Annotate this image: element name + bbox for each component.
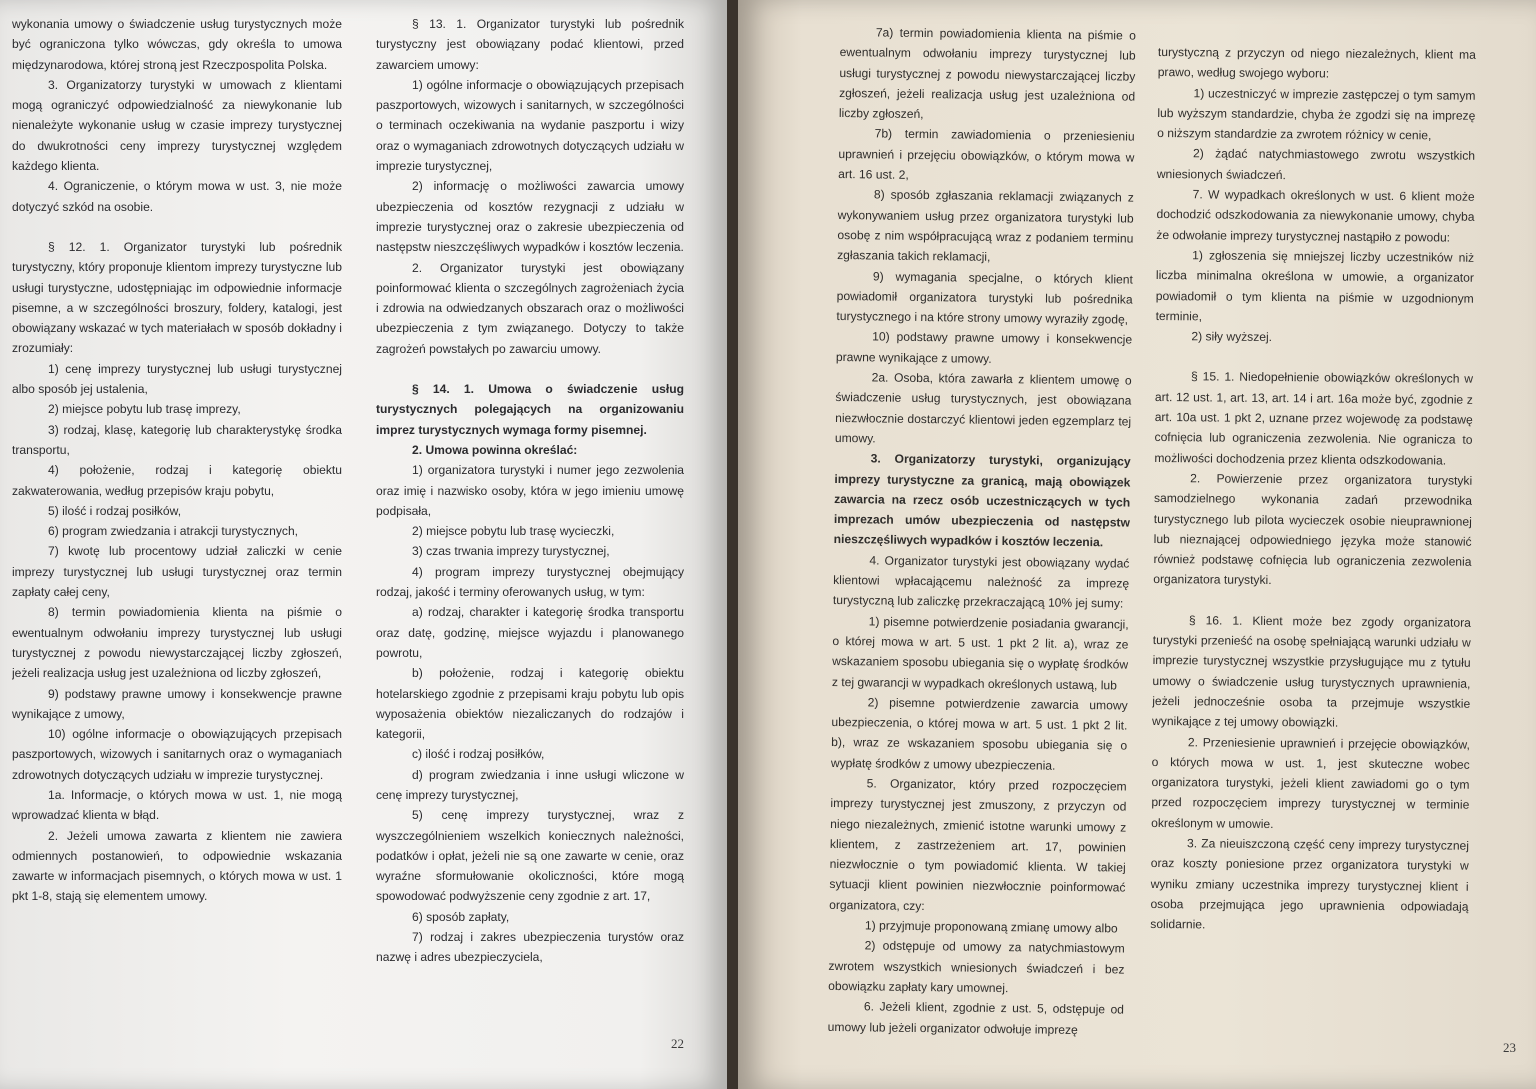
paragraph: 5. Organizator, który przed rozpoczęciem imprezy turystycznej jest zmuszony, z przyczyn od niego niezależnych, zmienić istotne warunki umowy z klientem, z zastrzeżeniem art. 17, powinien niezwłocznie o tym powiadomić klienta. W takiej sytuacji klient powinien niezwłocznie poinformować organizatora, czy: <box>829 776 1127 913</box>
list-item: 4) położenie, rodzaj i kategorię obiektu zakwaterowania, według przepisów kraju pobytu, <box>12 463 342 498</box>
list-item: 5) cenę imprezy turystycznej, wraz z wyszczególnieniem wszelkich koniecznych należności, podatków i opłat, jeżeli nie są one zawarte w cenie, oraz wyraźne sformułowanie okoliczności, które mogą spowodować podwyższenie ceny zgodnie z art. 17, <box>376 808 684 904</box>
list-item: 4) program imprezy turystycznej obejmujący rodzaj, jakość i terminy oferowanych usług, w tym: <box>376 564 684 600</box>
list-item: 2) pisemne potwierdzenie zawarcia umowy ubezpieczenia, o której mowa w art. 5 ust. 1 pkt 2 lit. b), wraz ze wskazaniem sposobu ubiegania się o wypłatę środków z umowy ubezpieczenia. <box>830 695 1128 773</box>
page-number: 23 <box>1503 1040 1516 1055</box>
paragraph-bold: 3. Organizatorzy turystyki, organizujący imprezy turystyczne za granicą, mają obowiązek zawarcia na rzecz osób uczestniczących w tych imprezach umów ubezpieczenia od następstw nieszczęśliwych wypadków i kosztów leczenia. <box>833 451 1131 550</box>
list-item: 7a) termin powiadomienia klienta na piśmie o ewentualnym odwołaniu imprezy turystycznej lub usługi turystycznej z powodu niewystarczającej liczby zgłoszeń, jeżeli realizacja usług jest uzależniona od liczby zgłoszeń, <box>838 25 1136 122</box>
list-item: b) położenie, rodzaj i kategorię obiektu hotelarskiego zgodnie z przepisami kraju pobytu lub opis wyposażenia obiektów niezaliczanych do rodzajów i kategorii, <box>376 666 684 742</box>
list-item: a) rodzaj, charakter i kategorię środka transportu oraz datę, godzinę, miejsce wyjazdu i planowanego powrotu, <box>376 605 684 660</box>
paragraph: 4. Organizator turystyki jest obowiązany wydać klientowi wpłacającemu należność za imprezę turystyczną lub zaliczkę przekraczającą 10% jej sumy: <box>832 553 1130 611</box>
list-item: 7b) termin zawiadomienia o przeniesieniu uprawnień i przejęciu obowiązków, o którym mowa w art. 16 ust. 2, <box>838 126 1135 182</box>
paragraph: 4. Ograniczenie, o którym mowa w ust. 3, nie może dotyczyć szkód na osobie. <box>12 179 342 214</box>
list-item: 1) zgłoszenia się mniejszej liczby uczestników niż liczba minimalna określona w umowie, a organizator powiadomił o tym klienta na piśmie w uzgodnionym terminie, <box>1155 248 1475 324</box>
list-item: 1) uczestniczyć w imprezie zastępczej o tym samym lub wyższym standardzie, chyba że zgodzi się na imprezę o niższym standardzie za zwrotem różnicy w cenie, <box>1157 85 1476 143</box>
list-item: 1) pisemne potwierdzenie posiadania gwarancji, o której mowa w art. 5 ust. 1 pkt 2 lit. a), wraz ze wskazaniem sposobu ubiegania się o wypłatę środków z tej gwarancji w wypadkach określonych ustawą, lub <box>831 614 1129 692</box>
subheading: 2. Umowa powinna określać: <box>412 442 578 457</box>
list-item: 2) żądać natychmiastowego zwrotu wszystkich wniesionych świadczeń. <box>1156 146 1476 182</box>
list-item: 3) rodzaj, klasę, kategorię lub charakterystykę środka transportu, <box>12 422 342 457</box>
paragraph: 3. Organizatorzy turystyki w umowach z klientami mogą ograniczyć odpowiedzialność za niewykonanie lub nienależyte wykonanie usług w czasie imprezy turystycznej do dwukrotności ceny imprezy turystycznej względem każdego klienta. <box>12 77 342 174</box>
list-item: 9) podstawy prawne umowy i konsekwencje prawne wynikające z umowy, <box>12 686 342 721</box>
section-15-heading: § 15. 1. Niedopełnienie obowiązków określonych w art. 12 ust. 1, art. 13, art. 14 i art. 16a może być, zgodnie z art. 10a ust. 1 pkt 2, uznane przez wojewodę za podstawę cofnięcia lub ograniczenia zezwolenia. Nie ogranicza to możliwości dochodzenia przez klienta odszkodowania. <box>1154 369 1474 468</box>
paragraph: 2a. Osoba, która zawarła z klientem umowę o świadczenie usług turystycznych, jest obowiązana niezwłocznie dostarczyć klientowi jeden egzemplarz tej umowy. <box>834 370 1132 446</box>
paragraph: 2. Przeniesienie uprawnień i przejęcie obowiązków, o których mowa w ust. 1, jest skuteczne wobec organizatora turystyki, jeżeli klient zawiadomi go o tym przed rozpoczęciem imprezy turystycznej w terminie określonym w umowie. <box>1151 734 1470 831</box>
list-item: 5) ilość i rodzaj posiłków, <box>48 503 182 518</box>
list-item: 2) odstępuje od umowy za natychmiastowym zwrotem wszystkich wniesionych świadczeń i bez obowiązku zapłaty kary umownej. <box>828 938 1125 996</box>
paragraph: 7. W wypadkach określonych w ust. 6 klient może dochodzić odszkodowania za niewykonanie umowy, chyba że odwołanie imprezy turystycznej nastąpiło z powodu: <box>1156 187 1475 245</box>
list-item: 1) cenę imprezy turystycznej lub usługi turystycznej albo sposób jej ustalenia, <box>12 361 342 397</box>
left-page-column-1 <box>12 14 342 907</box>
list-item: 2) miejsce pobytu lub trasę imprezy, <box>48 402 241 417</box>
paragraph: 2. Jeżeli umowa zawarta z klientem nie zawiera odmiennych postanowień, to odpowiednie wskazania zawarte w informacjach pisemnych, o których mowa w ust. 1 pkt 1-8, stają się elementem umowy. <box>12 828 342 904</box>
section-12-heading: § 12. 1. Organizator turystyki lub pośrednik turystyczny, który proponuje klientom imprezy turystyczne lub usługi turystyczne, udostępniając im odpowiednie informacje pisemne, a w szczególności broszury, foldery, katalogi, jest obowiązany wskazać w tych materiałach w sposób dokładny i zrozumiały: <box>12 239 342 356</box>
page-number: 22 <box>671 1036 684 1051</box>
right-page-column-2 <box>1150 42 1476 937</box>
section-16-heading: § 16. 1. Klient może bez zgody organizatora turystyki przenieść na osobę spełniającą warunki udziału w imprezie turystycznej wszystkie przysługujące mu z tytułu umowy o świadczenie usług turystycznych uprawnienia, jeżeli jednocześnie osoba ta przejmuje wszystkie wynikające z tej umowy obowiązki. <box>1152 613 1472 730</box>
list-item: 7) kwotę lub procentowy udział zaliczki w cenie imprezy turystycznej lub usługi turystycznej oraz termin zapłaty całej ceny, <box>12 544 342 600</box>
list-item: 3) czas trwania imprezy turystycznej, <box>412 544 610 559</box>
section-13-heading: § 13. 1. Organizator turystyki lub pośrednik turystyczny jest obowiązany podać klientowi, przed zawarciem umowy: <box>376 17 684 72</box>
left-page <box>0 0 727 1089</box>
paragraph: wykonania umowy o świadczenie usług turystycznych może być ograniczona tylko wówczas, gdy określa to umowa międzynarodowa, której stroną jest Rzeczpospolita Polska. <box>12 17 342 72</box>
paragraph: 6. Jeżeli klient, zgodnie z ust. 5, odstępuje od umowy lub jeżeli organizator odwołuje imprezę <box>827 999 1125 1037</box>
book-gutter <box>727 0 738 1089</box>
list-item: 1) ogólne informacje o obowiązujących przepisach paszportowych, wizowych i sanitarnych, w szczególności o terminach oczekiwania na wydanie paszportu i wizy oraz o wymaganiach zdrowotnych dotyczących udziału w imprezie turystycznej, <box>376 77 684 174</box>
paragraph: 2. Organizator turystyki jest obowiązany poinformować klienta o szczególnych zagrożeniach życia i zdrowia na odwiedzanych obszarach oraz o możliwości ubezpieczenia z tym związanego. Dotyczy to także zagrożeń powstałych po zawarciu umowy. <box>376 260 684 356</box>
list-item: 8) sposób zgłaszania reklamacji związanych z wykonywaniem usług przez organizatora turystyki lub osobę z nim współpracującą wraz z podaniem terminu zgłaszania takich reklamacji, <box>837 187 1134 265</box>
list-item: 2) siły wyższej. <box>1191 329 1273 345</box>
section-14-heading: § 14. 1. Umowa o świadczenie usług turystycznych polegających na organizowaniu imprez turystycznych wymaga formy pisemnej. <box>376 382 684 437</box>
list-item: d) program zwiedzania i inne usługi wliczone w cenę imprezy turystycznej, <box>376 767 684 802</box>
paragraph: turystyczną z przyczyn od niego niezależnych, klient ma prawo, według swojego wyboru: <box>1157 44 1476 81</box>
list-item: 8) termin powiadomienia klienta na piśmie o ewentualnym odwołaniu imprezy turystycznej lub usługi turystycznej z powodu niewystarczającej liczby zgłoszeń, jeżeli realizacja usług jest uzależniona od liczby zgłoszeń, <box>12 605 342 681</box>
right-page-column-1 <box>828 22 1136 1040</box>
list-item: 1) przyjmuje proponowaną zmianę umowy albo <box>864 918 1118 936</box>
list-item: 6) program zwiedzania i atrakcji turystycznych, <box>48 524 299 539</box>
list-item: c) ilość i rodzaj posiłków, <box>412 747 545 762</box>
list-item: 2) informację o możliwości zawarcia umowy ubezpieczenia od kosztów rezygnacji z udziału w imprezie turystycznej oraz o zakresie ubezpieczenia od następstw nieszczęśliwych wypadków i kosztów leczenia. <box>376 179 684 255</box>
list-item: 10) ogólne informacje o obowiązujących przepisach paszportowych, wizowych i sanitarnych oraz o wymaganiach zdrowotnych dotyczących udziału w imprezie turystycznej. <box>12 727 342 782</box>
right-page <box>738 0 1536 1089</box>
list-item: 9) wymagania specjalne, o których klient powiadomił organizatora turystyki lub pośrednika turystycznego i na które strony umowy wyraziły zgodę, <box>836 268 1133 327</box>
list-item: 1) organizatora turystyki i numer jego zezwolenia oraz imię i nazwisko osoby, która w jego imieniu umowę podpisała, <box>376 463 684 518</box>
left-page-column-2 <box>376 14 684 968</box>
list-item: 7) rodzaj i zakres ubezpieczenia turystów oraz nazwę i adres ubezpieczyciela, <box>376 930 684 965</box>
list-item: 10) podstawy prawne umowy i konsekwencje prawne wynikające z umowy. <box>835 329 1133 366</box>
list-item: 6) sposób zapłaty, <box>412 909 510 924</box>
paragraph: 1a. Informacje, o których mowa w ust. 1, nie mogą wprowadzać klienta w błąd. <box>12 787 342 823</box>
paragraph: 2. Powierzenie przez organizatora turystyki samodzielnego wykonania zadań przewodnika turystycznego lub pilota wycieczek osobie nieuprawnionej lub nieznającej odpowiedniego języka może stanowić również podstawę cofnięcia lub ograniczenia zezwolenia organizatora turystyki. <box>1153 471 1473 588</box>
paragraph: 3. Za nieuiszczoną część ceny imprezy turystycznej oraz koszty poniesione przez organizatora turystyki w wyniku zmiany uczestnika imprezy turystycznej klient i osoba przejmująca jego uprawnienia odpowiadają solidarnie. <box>1150 836 1470 932</box>
list-item: 2) miejsce pobytu lub trasę wycieczki, <box>412 524 615 539</box>
